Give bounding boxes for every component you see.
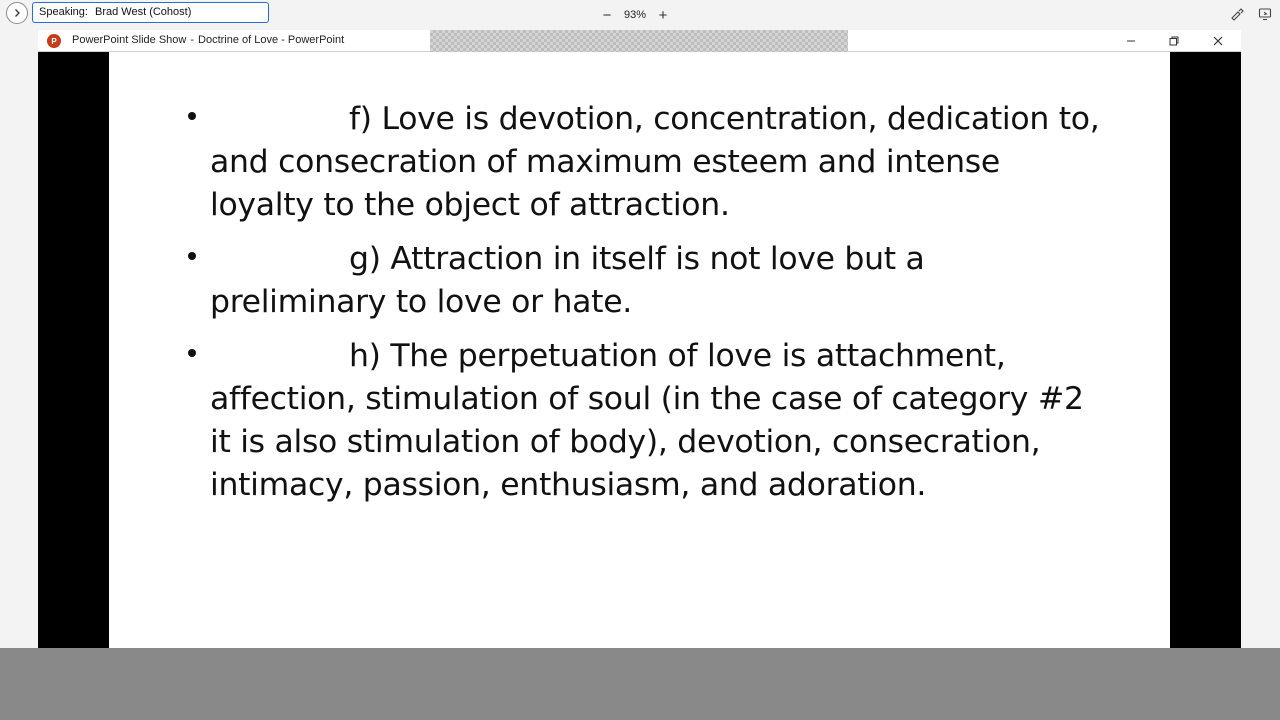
speaking-label: Speaking: — [39, 6, 88, 18]
meeting-toolbar — [0, 0, 1280, 30]
chevron-right-icon[interactable] — [6, 2, 28, 24]
bullet-dot-icon — [188, 252, 196, 260]
bullet-list — [109, 98, 1170, 518]
remote-control-icon[interactable] — [1257, 6, 1273, 22]
bullet-item — [109, 98, 1170, 227]
slide-canvas — [109, 52, 1170, 648]
app-name: PowerPoint Slide Show — [72, 34, 187, 46]
bullet-text: f) Love is devotion, concentration, dedication to, and consecration of maximum esteem and intense loyalty to the object of attraction. — [210, 101, 1100, 223]
minimize-icon[interactable] — [1122, 33, 1140, 49]
speaker-name: Brad West (Cohost) — [95, 6, 192, 18]
bullet-item — [109, 238, 1170, 324]
bullet-text: g) Attraction in itself is not love but a preliminary to love or hate. — [210, 241, 925, 320]
powerpoint-logo-icon: P — [47, 34, 61, 48]
document-title: Doctrine of Love - PowerPoint — [198, 34, 345, 46]
powerpoint-window — [38, 30, 1241, 648]
active-speaker-indicator — [32, 2, 269, 23]
bullet-text: h) The perpetuation of love is attachment, affection, stimulation of soul (in the case of category #2 it is also stimulation of body), devotion, consecration, intimacy, passion, enthusiasm, and adoration. — [210, 338, 1084, 503]
bullet-item — [109, 335, 1170, 507]
title-separator: - — [190, 34, 195, 46]
bullet-dot-icon — [188, 112, 196, 120]
annotate-pen-icon[interactable] — [1229, 6, 1245, 22]
minus-icon[interactable]: − — [602, 6, 612, 24]
zoom-control — [600, 6, 670, 24]
bottom-gray-band — [0, 648, 1280, 720]
zoom-level: 93% — [624, 9, 647, 21]
plus-icon[interactable]: + — [658, 6, 668, 24]
window-title — [72, 34, 344, 46]
restore-icon[interactable] — [1165, 33, 1183, 49]
bullet-dot-icon — [188, 349, 196, 357]
close-icon[interactable] — [1209, 33, 1227, 49]
